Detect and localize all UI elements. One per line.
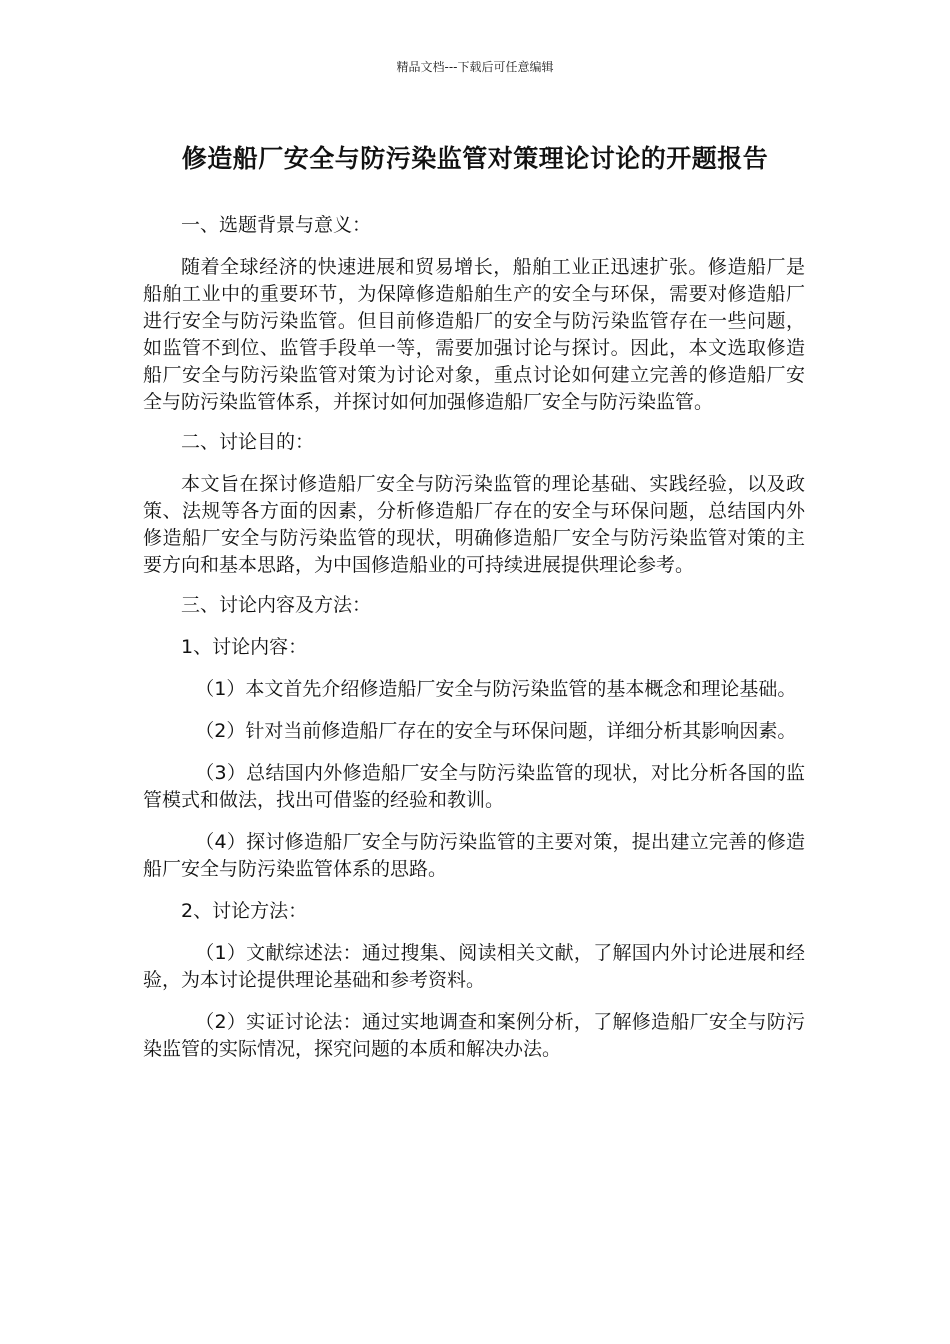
subsection-3-2-heading: 2、讨论方法： bbox=[181, 900, 308, 922]
method-item-2: （2）实证讨论法：通过实地调查和案例分析，了解修造船厂安全与防污染监管的实际情况，探究问题的本质和解决办法。 bbox=[143, 1011, 805, 1060]
section-3-heading: 三、讨论内容及方法： bbox=[181, 594, 372, 616]
section-1-heading: 一、选题背景与意义： bbox=[181, 214, 372, 236]
section-2-paragraph: 本文旨在探讨修造船厂安全与防污染监管的理论基础、实践经验，以及政策、法规等各方面的因素，分析修造船厂存在的安全与环保问题，总结国内外修造船厂安全与防污染监管的现状，明确修造船厂安全与防污染监管对策的主要方向和基本思路，为中国修造船业的可持续进展提供理论参考。 bbox=[143, 473, 805, 576]
subsection-3-1-heading: 1、讨论内容： bbox=[181, 636, 308, 658]
content-item-2: （2）针对当前修造船厂存在的安全与环保问题，详细分析其影响因素。 bbox=[195, 720, 797, 742]
document-title: 修造船厂安全与防污染监管对策理论讨论的开题报告 bbox=[181, 144, 769, 173]
method-item-1: （1）文献综述法：通过搜集、阅读相关文献，了解国内外讨论进展和经验，为本讨论提供理论基础和参考资料。 bbox=[143, 942, 805, 991]
page-header-note: 精品文档---下载后可任意编辑 bbox=[396, 60, 554, 74]
content-item-1: （1）本文首先介绍修造船厂安全与防污染监管的基本概念和理论基础。 bbox=[195, 678, 797, 700]
document-body bbox=[143, 212, 805, 1078]
section-1-paragraph: 随着全球经济的快速进展和贸易增长，船舶工业正迅速扩张。修造船厂是船舶工业中的重要环节，为保障修造船舶生产的安全与环保，需要对修造船厂进行安全与防污染监管。但目前修造船厂的安全与防污染监管存在一些问题，如监管不到位、监管手段单一等，需要加强讨论与探讨。因此，本文选取修造船厂安全与防污染监管对策为讨论对象，重点讨论如何建立完善的修造船厂安全与防污染监管体系，并探讨如何加强修造船厂安全与防污染监管。 bbox=[143, 256, 805, 413]
content-item-3: （3）总结国内外修造船厂安全与防污染监管的现状，对比分析各国的监管模式和做法，找出可借鉴的经验和教训。 bbox=[143, 762, 805, 811]
section-2-heading: 二、讨论目的： bbox=[181, 431, 315, 453]
content-item-4: （4）探讨修造船厂安全与防污染监管的主要对策，提出建立完善的修造船厂安全与防污染监管体系的思路。 bbox=[143, 831, 805, 880]
